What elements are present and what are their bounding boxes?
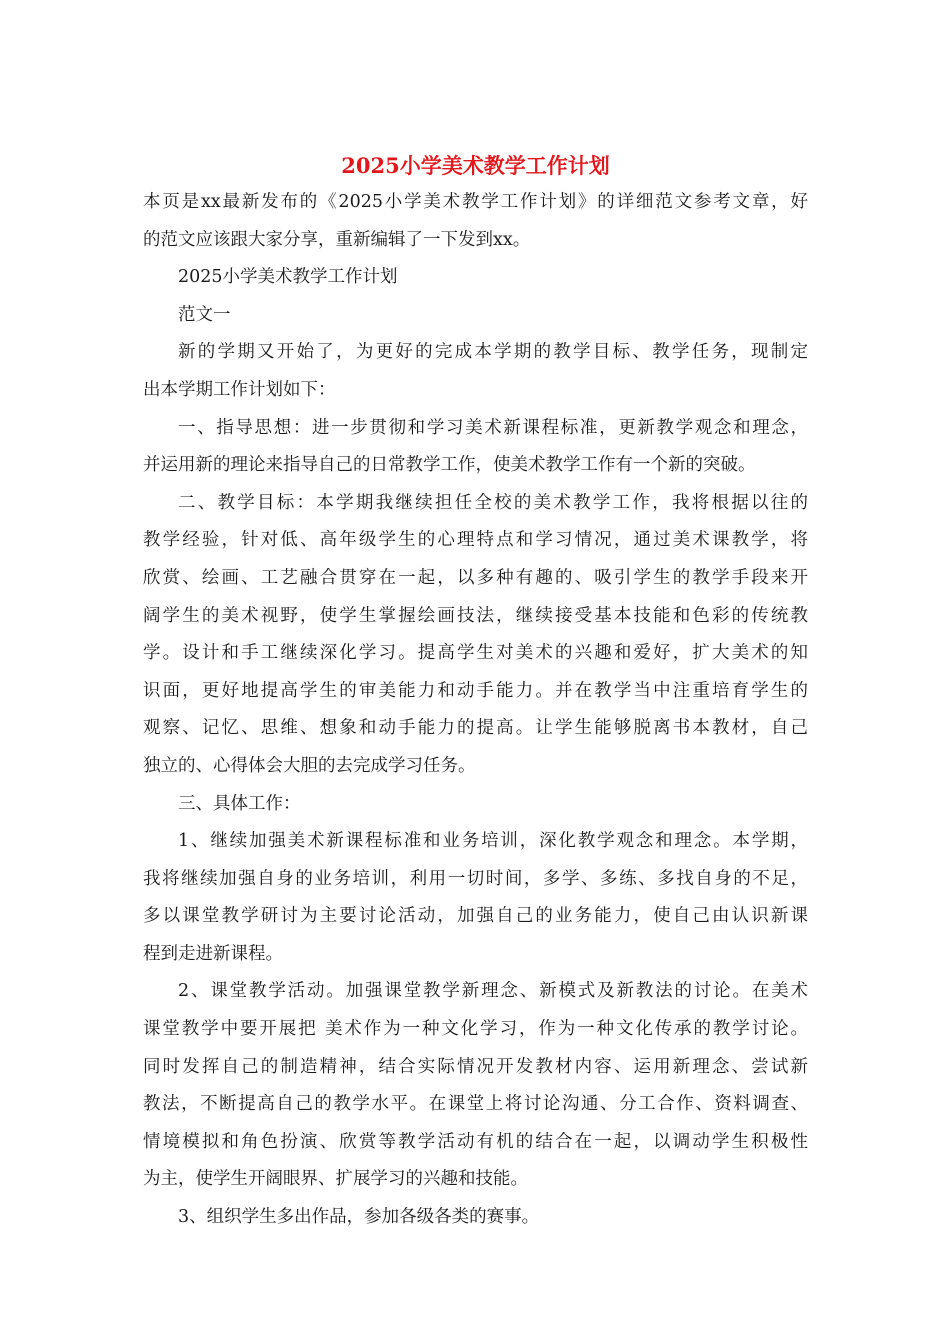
paragraph-line: 程到走进新课程。 (143, 943, 283, 964)
paragraph-line: 教法，不断提高自己的教学水平。在课堂上将讨论沟通、分工合作、资料调查、 (143, 1094, 808, 1115)
paragraph-line: 课堂教学中要开展把 美术作为一种文化学习，作为一种文化传承的教学讨论。 (143, 1019, 808, 1040)
paragraph (143, 297, 808, 335)
document-page (143, 148, 808, 1237)
paragraph-line: 我将继续加强自身的业务培训，利用一切时间，多学、多练、多找自身的不足， (143, 868, 808, 889)
paragraph-line: 的范文应该跟大家分享，重新编辑了一下发到xx。 (143, 229, 531, 250)
paragraph-line: 新的学期又开始了，为更好的完成本学期的教学目标、教学任务，现制定 (178, 342, 808, 363)
paragraph-line: 并运用新的理论来指导自己的日常教学工作，使美术教学工作有一个新的突破。 (143, 455, 756, 476)
paragraph (143, 1199, 808, 1237)
paragraph-line: 本页是xx最新发布的《2025小学美术教学工作计划》的详细范文参考文章，好 (143, 192, 808, 212)
paragraph-line: 1、继续加强美术新课程标准和业务培训，深化教学观念和理念。本学期， (178, 831, 808, 852)
paragraph-line: 同时发挥自己的制造精神，结合实际情况开发教材内容、运用新理念、尝试新 (143, 1056, 808, 1077)
paragraph-line: 为主，使学生开阔眼界、扩展学习的兴趣和技能。 (143, 1169, 528, 1190)
paragraph-line: 三、具体工作： (178, 793, 301, 814)
document-title: 2025小学美术教学工作计划 (341, 153, 610, 178)
document-body (143, 184, 808, 1237)
paragraph-line: 识面，更好地提高学生的审美能力和动手能力。并在教学当中注重培育学生的 (143, 680, 808, 701)
paragraph-line: 3、组织学生多出作品，参加各级各类的赛事。 (178, 1207, 540, 1228)
paragraph-line: 阔学生的美术视野，使学生掌握绘画技法，继续接受基本技能和色彩的传统教 (143, 605, 808, 626)
paragraph-line: 二、教学目标：本学期我继续担任全校的美术教学工作，我将根据以往的 (178, 492, 808, 513)
paragraph-line: 教学经验，针对低、高年级学生的心理特点和学习情况，通过美术课教学，将 (143, 530, 808, 551)
paragraph-line: 出本学期工作计划如下： (143, 379, 336, 400)
paragraph-line: 2、课堂教学活动。加强课堂教学新理念、新模式及新教法的讨论。在美术 (178, 981, 808, 1002)
paragraph-line: 欣赏、绘画、工艺融合贯穿在一起，以多种有趣的、吸引学生的教学手段来开 (143, 567, 808, 588)
paragraph-line: 多以课堂教学研讨为主要讨论活动，加强自己的业务能力，使自己由认识新课 (143, 906, 808, 927)
paragraph (143, 786, 808, 824)
paragraph (143, 823, 808, 973)
paragraph-line: 范文一 (178, 304, 231, 325)
paragraph (143, 184, 808, 259)
paragraph (143, 334, 808, 409)
paragraph (143, 410, 808, 485)
paragraph-line: 独立的、心得体会大胆的去完成学习任务。 (143, 755, 476, 776)
paragraph-line: 2025小学美术教学工作计划 (178, 267, 398, 288)
paragraph (143, 973, 808, 1199)
paragraph (143, 259, 808, 297)
paragraph-line: 一、指导思想：进一步贯彻和学习美术新课程标准，更新教学观念和理念， (178, 417, 808, 438)
paragraph-line: 观察、记忆、思维、想象和动手能力的提高。让学生能够脱离书本教材，自己 (143, 718, 808, 739)
paragraph (143, 485, 808, 786)
paragraph-line: 学。设计和手工继续深化学习。提高学生对美术的兴趣和爱好，扩大美术的知 (143, 643, 808, 664)
paragraph-line: 情境模拟和角色扮演、欣赏等教学活动有机的结合在一起，以调动学生积极性 (143, 1131, 808, 1152)
